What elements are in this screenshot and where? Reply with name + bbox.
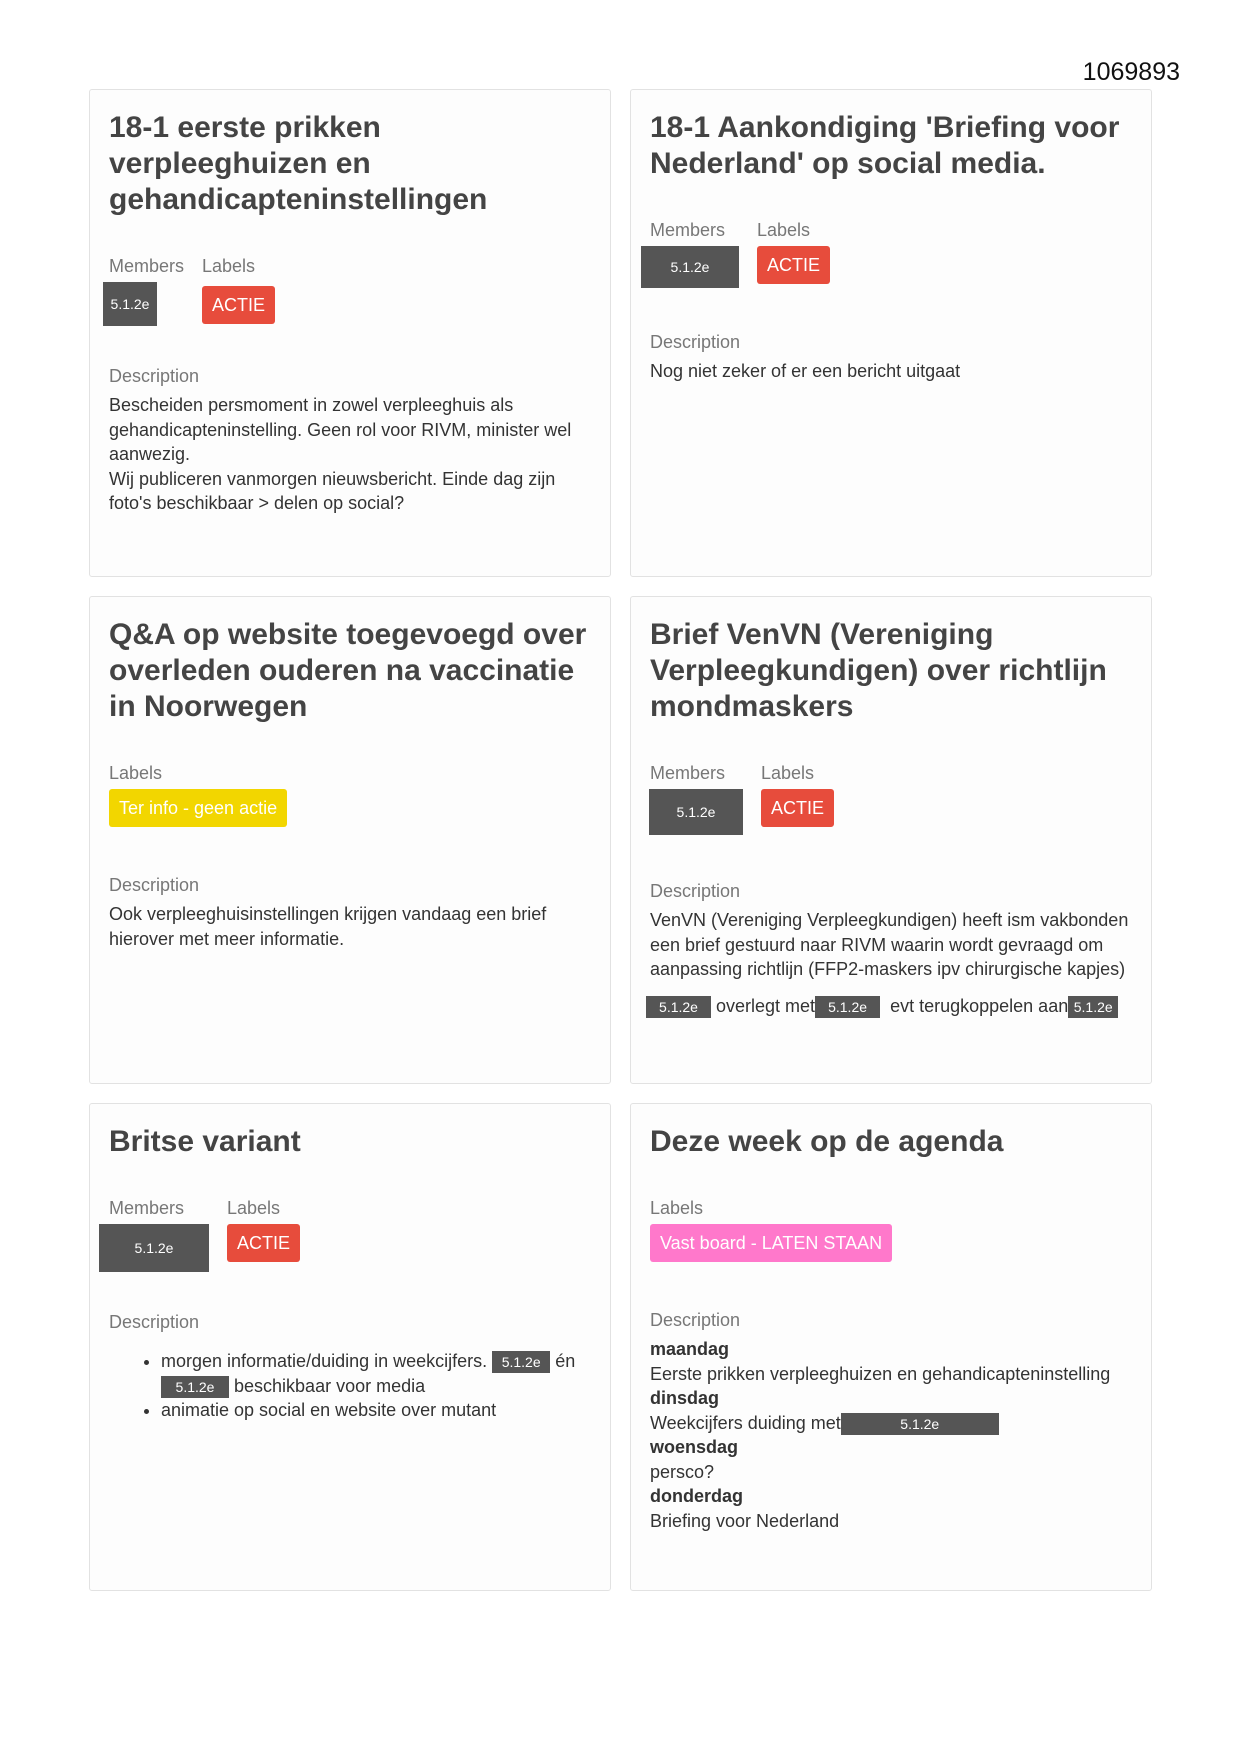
agenda-text: Eerste prikken verpleeghuizen en gehandicapteninstelling: [650, 1363, 1111, 1384]
card-title: Q&A op website toegevoegd over overleden ouderen na vaccinatie in Noorwegen: [109, 618, 587, 723]
description-line: Wij publiceren vanmorgen nieuwsbericht. Einde dag zijn foto's beschikbaar > delen op social?: [109, 468, 556, 513]
members-heading: Members: [109, 256, 185, 276]
card-meta: [109, 1198, 591, 1272]
redaction-box: 5.1.2e: [161, 1376, 229, 1398]
card-title: Britse variant: [109, 1125, 301, 1158]
followup-line: [646, 994, 1132, 1019]
description-heading: Description: [650, 881, 741, 901]
bullet-text: morgen informatie/duiding in weekcijfers.: [161, 1351, 488, 1371]
description-line: Nog niet zeker of er een bericht uitgaat: [650, 361, 961, 381]
description-line: Bescheiden persmoment in zowel verpleeghuis als gehandicapteninstelling. Geen rol voor RIVM, minister wel aanwezig.: [109, 395, 572, 464]
redaction-box: 5.1.2e: [492, 1351, 550, 1373]
agenda-text: persco?: [650, 1461, 715, 1482]
redaction-box: 5.1.2e: [841, 1413, 999, 1435]
card-meta: [650, 220, 1132, 288]
member-avatar[interactable]: 5.1.2e: [99, 1224, 209, 1272]
card-title: Brief VenVN (Vereniging Verpleegkundigen) over richtlijn mondmaskers: [650, 618, 1107, 723]
description-heading: Description: [109, 1312, 200, 1332]
labels-heading: Labels: [227, 1198, 281, 1218]
agenda-day: donderdag: [650, 1486, 743, 1506]
card-briefing-voor-nederland[interactable]: [630, 89, 1152, 577]
labels-section: [650, 1198, 1132, 1262]
agenda-line: [650, 1411, 1132, 1436]
label-vast-board[interactable]: Vast board - LATEN STAAN: [650, 1224, 892, 1262]
agenda-day: dinsdag: [650, 1388, 720, 1408]
bullet-text: beschikbaar voor media: [234, 1375, 426, 1396]
description: [650, 908, 1132, 1018]
card-title: 18-1 Aankondiging 'Briefing voor Nederland' op social media.: [650, 111, 1120, 180]
agenda-day: woensdag: [650, 1437, 739, 1457]
description-heading: Description: [650, 332, 741, 352]
agenda-day: maandag: [650, 1339, 730, 1359]
labels-heading: Labels: [109, 763, 163, 783]
document-id: 1069893: [1082, 58, 1180, 86]
labels-heading: Labels: [202, 256, 256, 276]
label-ter-info[interactable]: Ter info - geen actie: [109, 789, 287, 827]
card-title: Deze week op de agenda: [650, 1125, 1004, 1158]
description: [109, 393, 591, 516]
bullet-item: • animatie op social en website over mutant: [161, 1398, 591, 1423]
bullet-item: [161, 1349, 591, 1398]
label-actie[interactable]: ACTIE: [757, 246, 830, 284]
labels-heading: Labels: [761, 763, 815, 783]
description-heading: Description: [650, 1310, 741, 1330]
card-agenda[interactable]: [630, 1103, 1152, 1591]
labels-heading: Labels: [757, 220, 811, 240]
description-line: VenVN (Vereniging Verpleegkundigen) heeft ism vakbonden een brief gestuurd naar RIVM waarin wordt gevraagd om aanpassing richtlijn (FFP2-maskers ipv chirurgische kapjes): [650, 910, 1129, 979]
member-avatar[interactable]: 5.1.2e: [649, 789, 743, 835]
members-section: [109, 256, 184, 326]
redaction-box: 5.1.2e: [646, 996, 711, 1018]
redaction-box: 5.1.2e: [815, 996, 880, 1018]
card-brief-venvn[interactable]: [630, 596, 1152, 1084]
bullet-text: én: [555, 1351, 576, 1371]
labels-section: [202, 256, 275, 326]
members-heading: Members: [650, 763, 726, 783]
description-bullets: [109, 1349, 591, 1423]
card-meta: [650, 763, 1132, 835]
label-actie[interactable]: ACTIE: [761, 789, 834, 827]
description-heading: Description: [109, 875, 200, 895]
followup-text: evt terugkoppelen aan: [890, 995, 1069, 1016]
description: [109, 902, 591, 951]
members-section: [109, 1198, 209, 1272]
card-eerste-prikken[interactable]: [89, 89, 611, 577]
card-qa-noorwegen[interactable]: [89, 596, 611, 1084]
card-meta: [109, 256, 591, 326]
card-title: 18-1 eerste prikken verpleeghuizen en gehandicapteninstellingen: [109, 111, 488, 216]
agenda-text: Briefing voor Nederland: [650, 1510, 840, 1531]
label-actie[interactable]: ACTIE: [202, 286, 275, 324]
agenda-list: [650, 1337, 1132, 1533]
label-actie[interactable]: ACTIE: [227, 1224, 300, 1262]
members-section: [650, 763, 743, 835]
card-britse-variant[interactable]: [89, 1103, 611, 1591]
members-section: [650, 220, 739, 288]
member-avatar[interactable]: 5.1.2e: [641, 246, 739, 288]
labels-section: [761, 763, 834, 835]
members-heading: Members: [650, 220, 726, 240]
labels-heading: Labels: [650, 1198, 704, 1218]
labels-section: [757, 220, 830, 288]
description-line: Ook verpleeghuisinstellingen krijgen vandaag een brief hierover met meer informatie.: [109, 904, 547, 949]
description-heading: Description: [109, 366, 200, 386]
members-heading: Members: [109, 1198, 185, 1218]
description: [650, 359, 1132, 384]
agenda-text: Weekcijfers duiding met: [650, 1412, 841, 1433]
followup-text: overlegt met: [716, 995, 816, 1016]
labels-section: [109, 763, 591, 827]
member-avatar[interactable]: 5.1.2e: [103, 282, 157, 326]
redaction-box: 5.1.2e: [1068, 996, 1118, 1018]
labels-section: [227, 1198, 300, 1272]
